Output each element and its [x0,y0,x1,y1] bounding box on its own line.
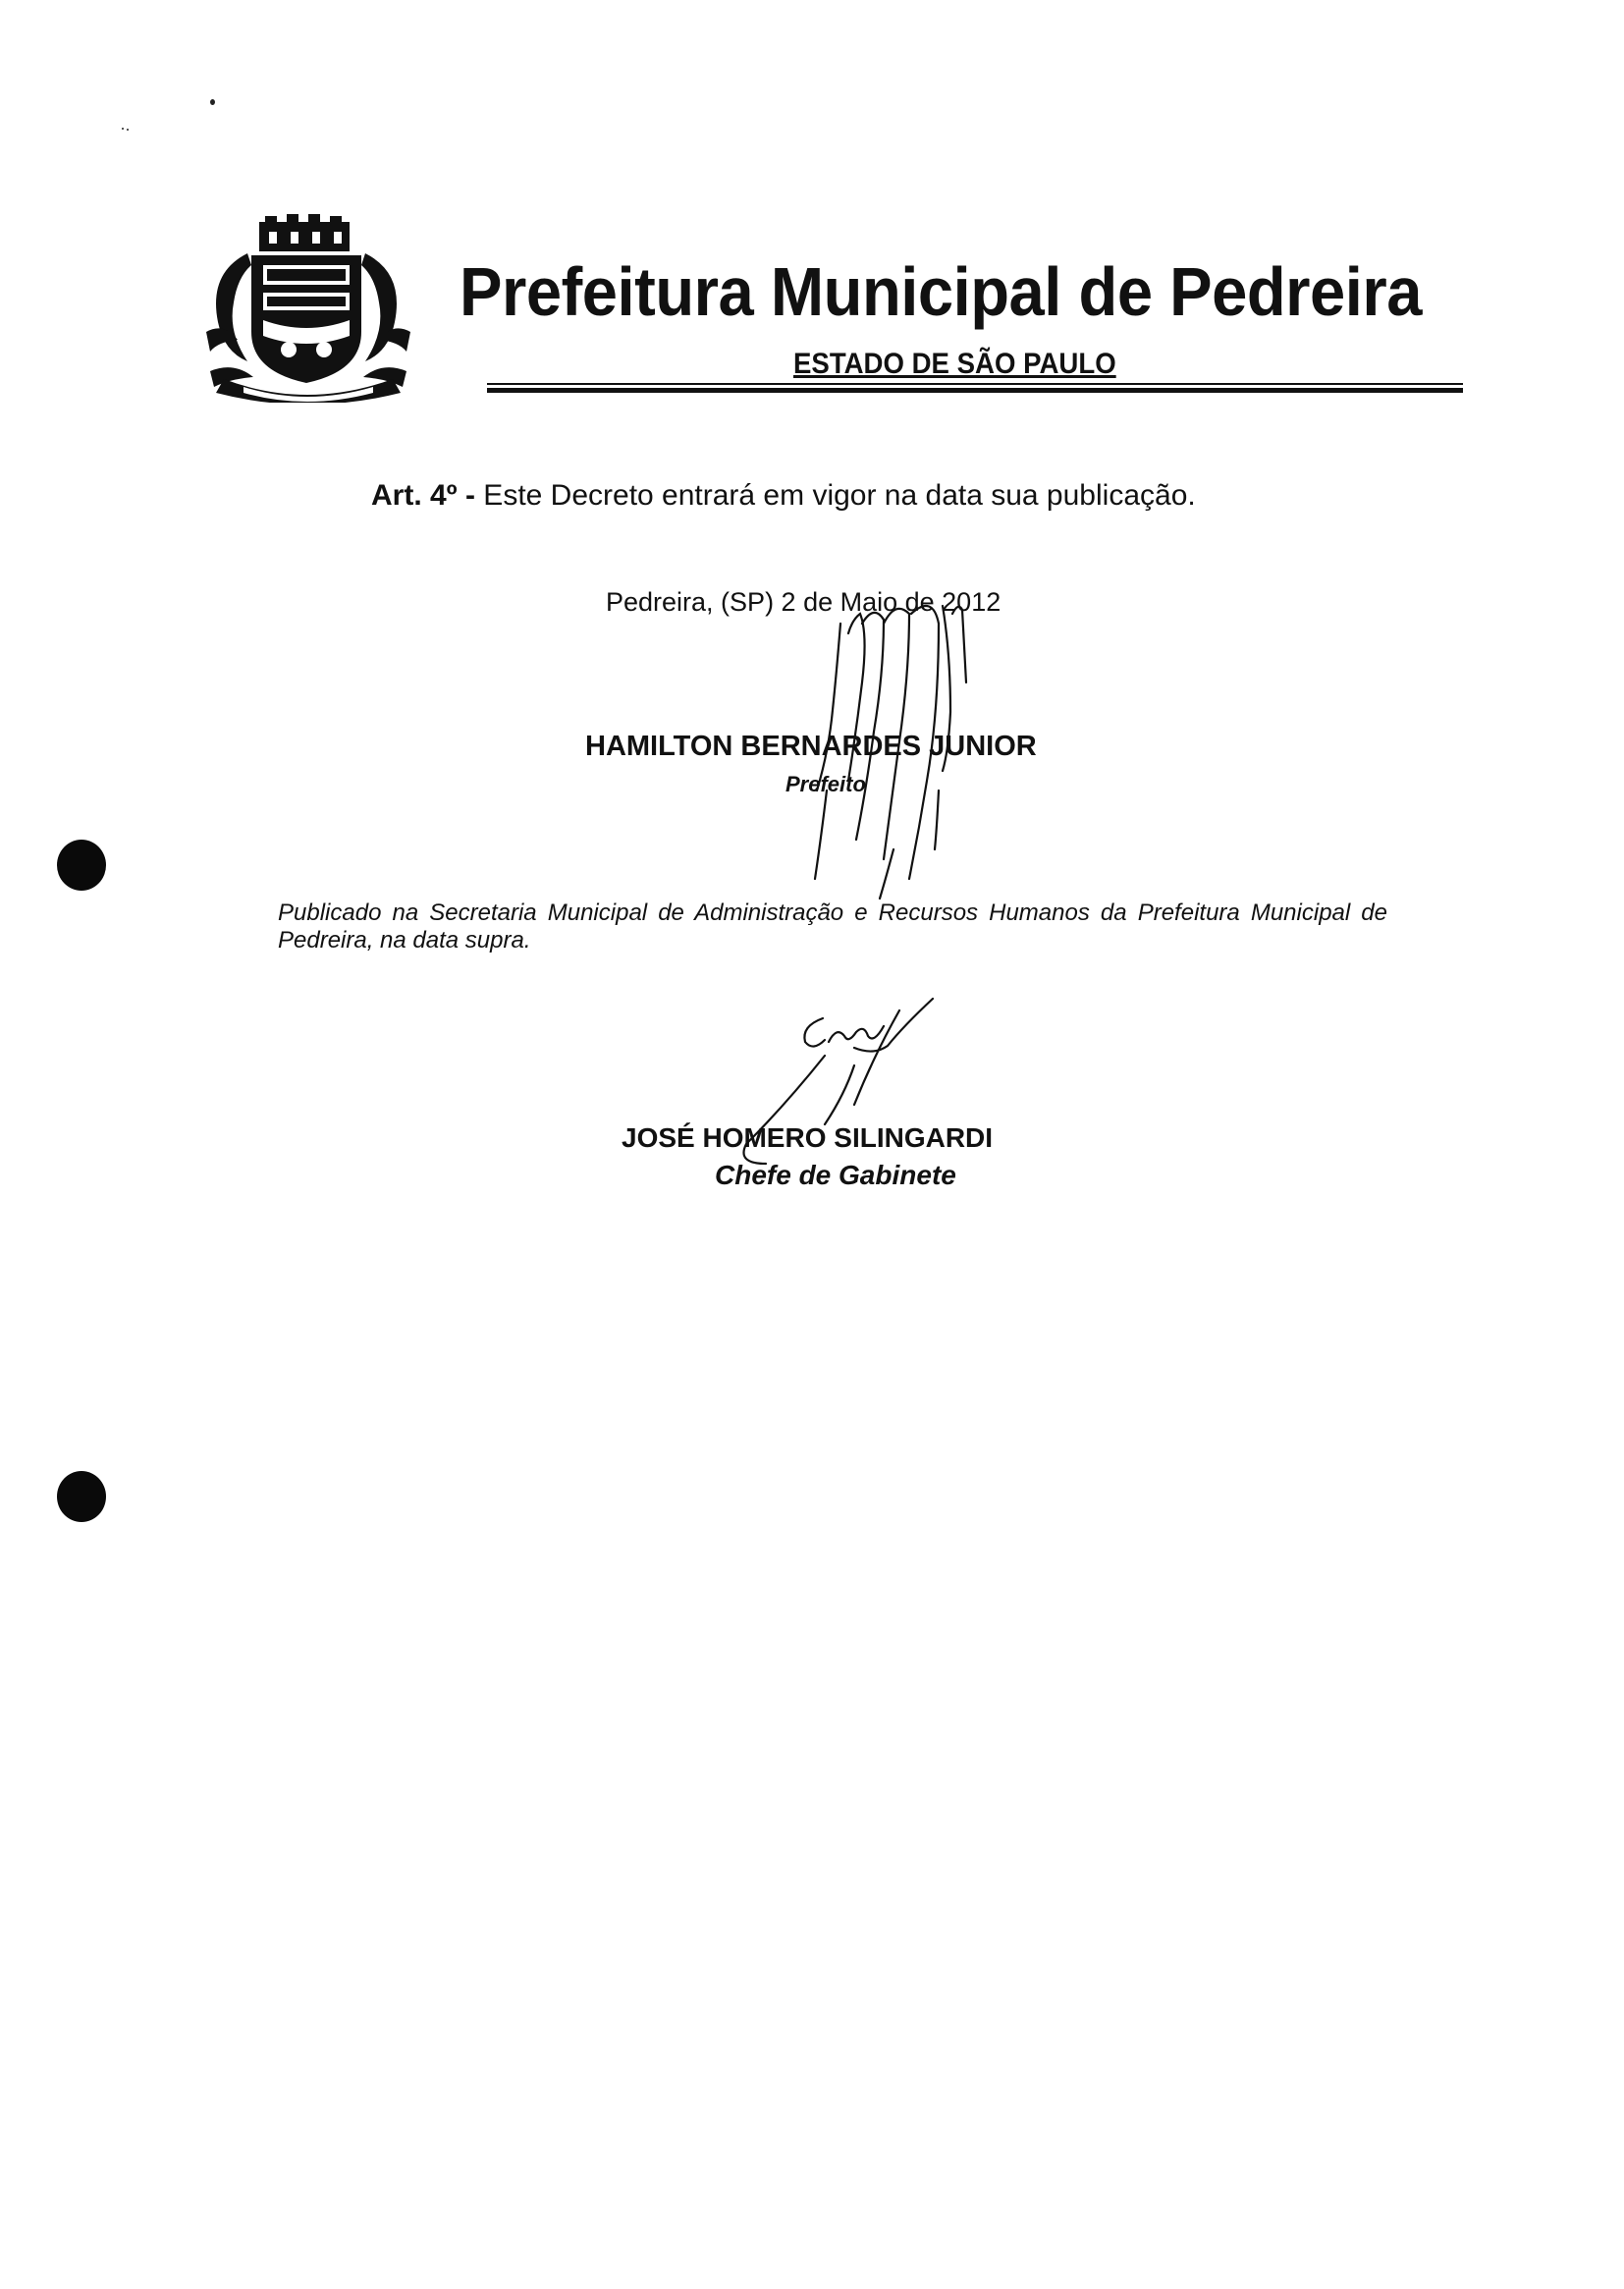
date-line: Pedreira, (SP) 2 de Maio de 2012 [606,587,1001,617]
coat-of-arms-icon [204,214,412,403]
publication-note: Publicado na Secretaria Municipal de Administração e Recursos Humanos da Prefeitura Municipal de Pedreira, na data supra. [278,899,1387,954]
signature-mark [746,594,1001,908]
scan-speck [122,128,124,130]
page-subtitle: ESTADO DE SÃO PAULO [793,348,1116,380]
header-rule [487,383,1463,385]
header-rule [487,388,1463,393]
article-text: Este Decreto entrará em vigor na data sua publicação. [474,479,1196,512]
article-label: Art. 4º - [371,479,475,512]
signer-role: Prefeito [785,772,866,796]
article-paragraph [371,481,1196,511]
signature-mark [707,997,943,1183]
signer-role: Chefe de Gabinete [715,1160,956,1190]
scan-speck [127,129,129,131]
punch-hole [57,1471,106,1522]
signer-name: JOSÉ HOMERO SILINGARDI [622,1122,994,1153]
page-title: Prefeitura Municipal de Pedreira [460,253,1423,330]
scan-speck [210,99,215,105]
signer-name: HAMILTON BERNARDES JUNIOR [585,731,1037,762]
punch-hole [57,840,106,891]
